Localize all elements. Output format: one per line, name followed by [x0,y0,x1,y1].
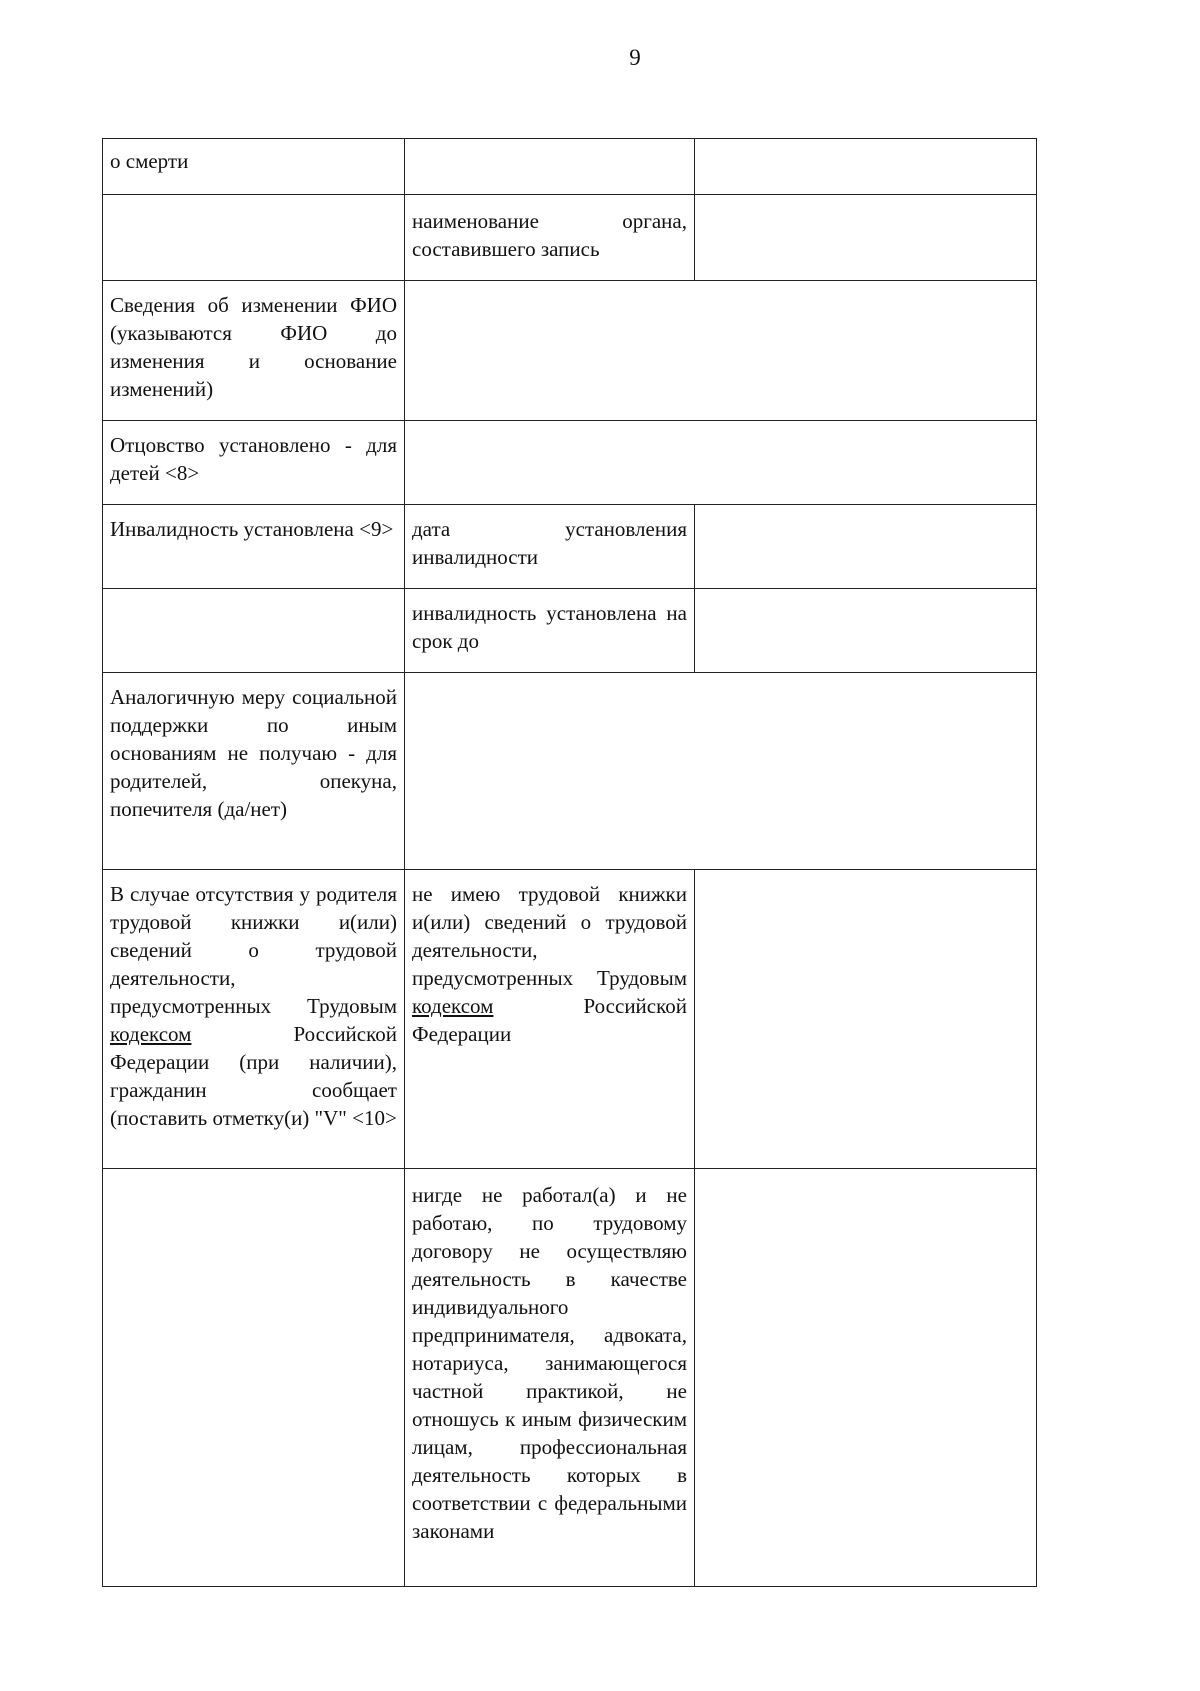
name-change-input[interactable] [405,281,1037,421]
labor-code-link[interactable]: кодексом [110,1022,192,1046]
no-work-book-option [405,870,695,1169]
table-row-similar-support [103,673,1037,870]
table-row-never-worked [103,1169,1037,1587]
paternity-label: Отцовство установлено - для детей <8> [103,421,405,505]
no-work-book-mark-cell[interactable] [695,870,1037,1169]
similar-support-input[interactable] [405,673,1037,870]
name-change-label: Сведения об изменении ФИО (указываются ФИО до изменения и основание изменений) [103,281,405,421]
empty-cell [103,1169,405,1587]
no-work-book-label [103,870,405,1169]
table-row-disability-term [103,589,1037,673]
disability-term-input[interactable] [695,589,1037,673]
table-row-death [103,139,1037,195]
no-work-book-option-text-end: Российской Федерации [412,994,687,1046]
table-row-name-change [103,281,1037,421]
application-form-table [102,138,1037,1587]
empty-cell [103,589,405,673]
no-work-book-option-text: не имею трудовой книжки и(или) сведений о трудовой деятельности, предусмотренных Трудовым [412,882,687,990]
disability-date-label: дата установления инвалидности [405,505,695,589]
no-work-book-label-text: В случае отсутствия у родителя трудовой книжки и(или) сведений о трудовой деятельности, предусмотренных Трудовым [110,882,397,1018]
empty-cell [103,195,405,281]
disability-label: Инвалидность установлена <9> [103,505,405,589]
paternity-input[interactable] [405,421,1037,505]
similar-support-label: Аналогичную меру социальной поддержки по иным основаниям не получаю - для родителей, опекуна, попечителя (да/нет) [103,673,405,870]
table-row-death-authority [103,195,1037,281]
disability-date-input[interactable] [695,505,1037,589]
table-row-disability [103,505,1037,589]
never-worked-option: нигде не работал(а) и не работаю, по трудовому договору не осуществляю деятельность в качестве индивидуального предпринимателя, адвоката, нотариуса, занимающегося частной практикой, не отношусь к иным физическим лицам, профессиональная деятельность которых в соответствии с федеральными законами [405,1169,695,1587]
death-label: о смерти [103,139,405,195]
never-worked-mark-cell[interactable] [695,1169,1037,1587]
page-number: 9 [629,45,641,70]
death-value-input[interactable] [695,139,1037,195]
no-work-book-label-text-end: Российской Федерации (при наличии), гражданин сообщает (поставить отметку(и) "V" <10> [110,1022,397,1130]
death-authority-input[interactable] [695,195,1037,281]
labor-code-link[interactable]: кодексом [412,994,494,1018]
death-field-input[interactable] [405,139,695,195]
death-authority-label: наименование органа, составившего запись [405,195,695,281]
disability-term-label: инвалидность установлена на срок до [405,589,695,673]
table-row-no-work-book [103,870,1037,1169]
table-row-paternity [103,421,1037,505]
